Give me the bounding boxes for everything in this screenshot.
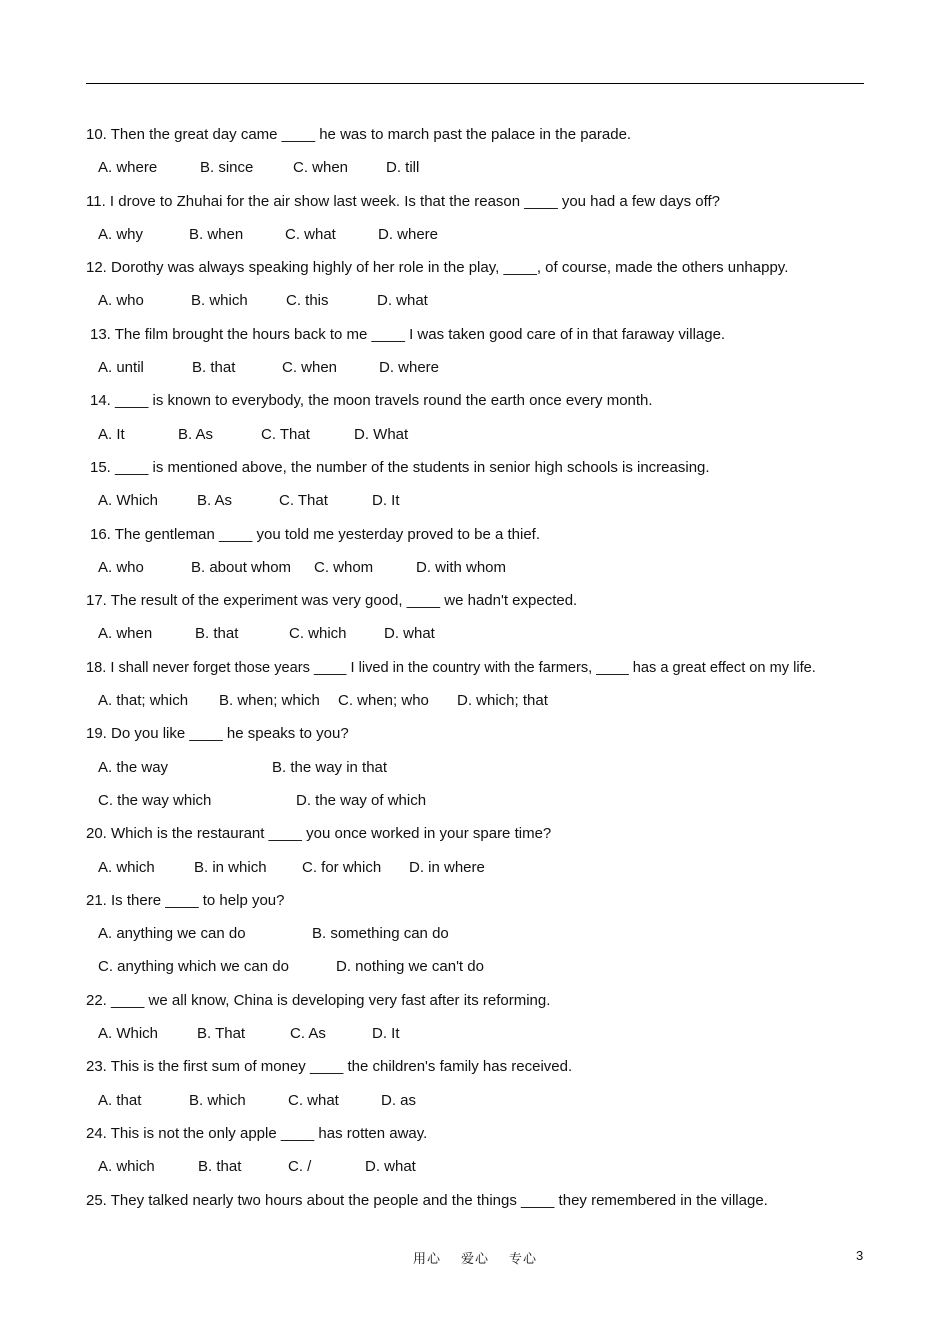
option-row [86, 790, 876, 823]
option-c: C. That [261, 425, 310, 443]
option-d: D. nothing we can't do [336, 958, 484, 976]
option-c: C. That [279, 492, 328, 510]
option-c: C. As [290, 1025, 326, 1043]
option-c: C. when [293, 159, 349, 177]
option-b: B. when [189, 225, 244, 243]
question-stem: 12. Dorothy was always speaking highly of her role in the play, ____, of course, made the others unhappy. [86, 259, 789, 277]
option-row [86, 290, 876, 323]
option-b: B. since [200, 159, 254, 177]
option-a: A. which [98, 858, 155, 876]
option-a: A. until [98, 359, 144, 377]
option-d: D. till [386, 159, 420, 177]
question-stem: 10. Then the great day came ____ he was to march past the palace in the parade. [86, 126, 632, 143]
option-d: D. what [377, 292, 428, 310]
option-a: A. which [98, 1158, 155, 1176]
option-row [86, 424, 876, 457]
question-stem: 11. I drove to Zhuhai for the air show last week. Is that the reason ____ you had a few days off? [86, 192, 720, 210]
option-row [86, 1023, 876, 1056]
option-row [86, 757, 876, 790]
option-d: D. what [365, 1158, 416, 1176]
option-a: A. Which [98, 1025, 159, 1043]
question-stem: 16. The gentleman ____ you told me yesterday proved to be a thief. [90, 525, 541, 543]
option-row [86, 857, 876, 890]
option-row [86, 956, 876, 989]
option-a: A. that; which [98, 692, 189, 710]
option-row [86, 623, 876, 656]
option-row [86, 357, 876, 390]
option-d: D. where [379, 359, 440, 377]
option-d: D. in where [409, 858, 485, 876]
option-row [86, 1156, 876, 1189]
option-c: C. which [289, 625, 347, 643]
footer-item: 专心 [509, 1252, 538, 1267]
option-c: C. the way which [98, 791, 212, 809]
option-d: D. which; that [457, 692, 548, 710]
option-b: B. That [197, 1025, 246, 1043]
option-b: B. the way in that [272, 758, 388, 776]
option-a: A. It [98, 425, 125, 443]
question-stem: 13. The film brought the hours back to me ____ I was taken good care of in that faraway village. [90, 325, 726, 343]
option-row [86, 1090, 876, 1123]
option-b: B. something can do [312, 925, 449, 943]
option-d: D. where [378, 225, 439, 243]
option-row [86, 157, 876, 190]
option-c: C. when [282, 359, 338, 377]
question-list [86, 124, 876, 1223]
option-a: A. why [98, 225, 144, 243]
option-a: A. that [98, 1091, 142, 1109]
option-row [86, 690, 876, 723]
option-c: C. / [288, 1158, 312, 1176]
option-d: D. What [354, 425, 409, 443]
option-c: C. this [286, 292, 329, 310]
option-b: B. when; which [219, 692, 320, 710]
option-c: C. whom [314, 558, 374, 576]
option-b: B. that [195, 625, 239, 643]
footer-item: 用心 [412, 1252, 441, 1267]
option-d: D. what [384, 625, 435, 643]
question-stem: 25. They talked nearly two hours about the people and the things ____ they remembered in the village. [86, 1191, 768, 1209]
question-stem: 17. The result of the experiment was very good, ____ we hadn't expected. [86, 592, 578, 610]
option-a: A. who [98, 558, 144, 576]
option-c: C. for which [302, 858, 382, 876]
option-a: A. the way [98, 758, 169, 776]
option-b: B. that [198, 1158, 242, 1176]
option-d: D. It [372, 492, 400, 510]
question-stem: 14. ____ is known to everybody, the moon travels round the earth once every month. [90, 392, 653, 410]
question-stem: 15. ____ is mentioned above, the number of the students in senior high schools is increasing. [90, 458, 710, 476]
option-c: C. anything which we can do [98, 958, 289, 976]
option-a: A. when [98, 625, 153, 643]
option-b: B. As [197, 492, 233, 510]
question-stem: 23. This is the first sum of money ____ the children's family has received. [86, 1058, 573, 1076]
option-d: D. as [381, 1091, 417, 1109]
option-a: A. anything we can do [98, 925, 246, 943]
option-c: C. when; who [338, 692, 429, 710]
question-stem: 19. Do you like ____ he speaks to you? [86, 725, 349, 743]
option-b: B. in which [194, 858, 267, 876]
option-a: A. where [98, 159, 158, 177]
option-row [86, 557, 876, 590]
option-d: D. with whom [416, 558, 507, 576]
option-d: D. It [372, 1025, 400, 1043]
page-footer [0, 1248, 950, 1267]
option-b: B. which [189, 1091, 246, 1109]
option-b: B. about whom [191, 558, 292, 576]
option-a: A. Which [98, 492, 159, 510]
question-stem: 22. ____ we all know, China is developing very fast after its reforming. [86, 991, 551, 1009]
option-c: C. what [285, 225, 336, 243]
question-stem: 21. Is there ____ to help you? [86, 891, 285, 909]
question-stem: 24. This is not the only apple ____ has rotten away. [86, 1124, 428, 1142]
question-stem: 20. Which is the restaurant ____ you once worked in your spare time? [86, 825, 552, 843]
question-stem: 18. I shall never forget those years ____ I lived in the country with the farmers, ____ has a great effect on my life. [86, 659, 816, 676]
option-b: B. As [178, 425, 214, 443]
option-b: B. that [192, 359, 236, 377]
option-b: B. which [191, 292, 248, 310]
header-rule [86, 83, 864, 84]
option-row [86, 490, 876, 523]
option-a: A. who [98, 292, 144, 310]
option-d: D. the way of which [296, 791, 427, 809]
page-number: 3 [856, 1248, 864, 1263]
footer-item: 爱心 [460, 1252, 489, 1267]
option-row [86, 923, 876, 956]
option-c: C. what [288, 1091, 339, 1109]
option-row [86, 224, 876, 257]
